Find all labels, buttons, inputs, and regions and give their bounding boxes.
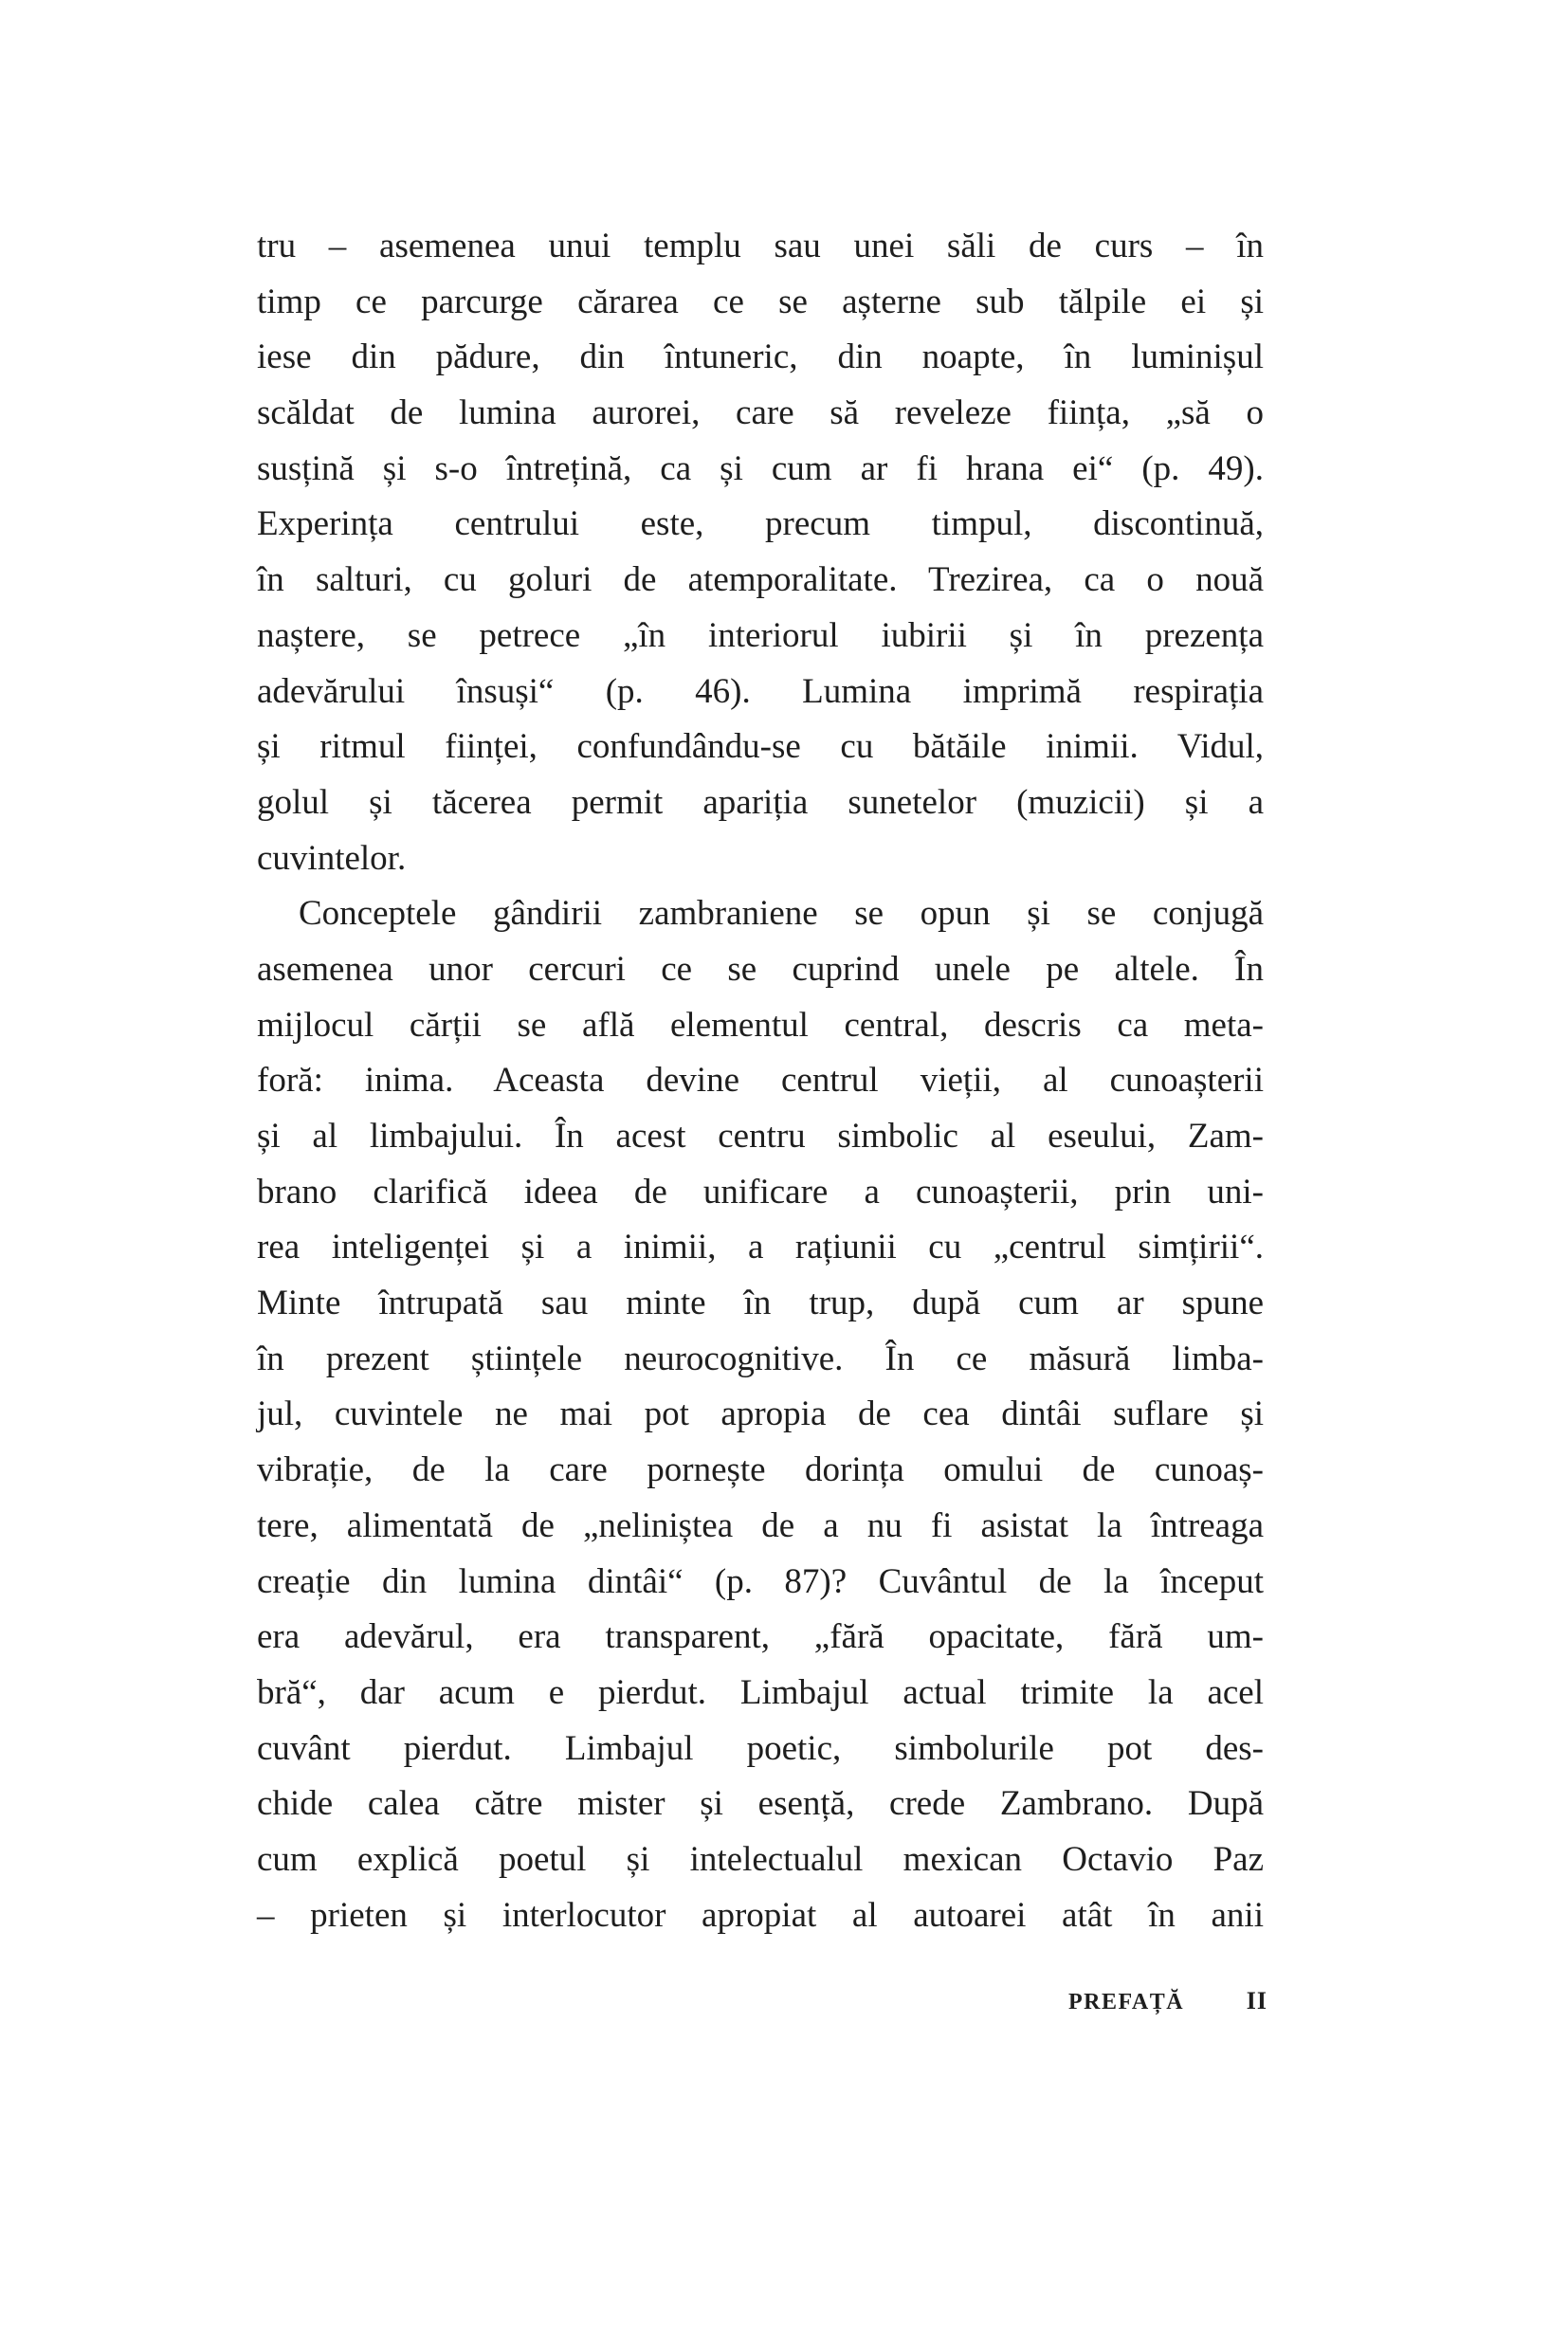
text-line: Conceptele gândirii zambraniene se opun și se conjugă: [299, 894, 1264, 934]
text-line: în prezent științele neurocognitive. În ce măsură limba-: [257, 1339, 1264, 1378]
text-line: vibrație, de la care pornește dorința omului de cunoaș-: [257, 1450, 1264, 1490]
text-line: timp ce parcurge cărarea ce se așterne sub tălpile ei și: [257, 282, 1264, 321]
text-line: și ritmul ființei, confundându-se cu bătăile inimii. Vidul,: [257, 727, 1264, 767]
text-line: tere, alimentată de „neliniștea de a nu fi asistat la întreaga: [257, 1505, 1264, 1545]
running-head: PREFAȚĂ: [1068, 1990, 1185, 2014]
text-line: iese din pădure, din întuneric, din noapte, în luminișul: [257, 337, 1264, 377]
text-line: foră: inima. Aceasta devine centrul vieții, al cunoașterii: [257, 1061, 1264, 1101]
text-line: cuvintelor.: [257, 838, 407, 878]
paragraph: [257, 219, 1264, 886]
text-line: jul, cuvintele ne mai pot apropia de cea dintâi suflare și: [257, 1394, 1264, 1434]
text-line: și al limbajului. În acest centru simbolic al eseului, Zam-: [257, 1117, 1264, 1156]
text-line: cuvânt pierdut. Limbajul poetic, simbolurile pot des-: [257, 1728, 1264, 1768]
body-text: [257, 219, 1264, 1943]
text-line: golul și tăcerea permit apariția sunetelor (muzicii) și a: [257, 782, 1264, 822]
text-line: bră“, dar acum e pierdut. Limbajul actual trimite la acel: [257, 1672, 1264, 1712]
text-line: naștere, se petrece „în interiorul iubirii și în prezența: [257, 615, 1264, 655]
page-number: II: [1246, 1987, 1267, 2014]
text-line: rea inteligenței și a inimii, a rațiunii cu „centrul simțirii“.: [257, 1228, 1264, 1267]
text-line: cum explică poetul și intelectualul mexican Octavio Paz: [257, 1839, 1264, 1879]
page-footer: [1068, 1987, 1267, 2015]
text-line: tru – asemenea unui templu sau unei săli de curs – în: [257, 227, 1264, 265]
text-line: susțină și s-o întrețină, ca și cum ar fi hrana ei“ (p. 49).: [257, 448, 1264, 488]
paragraph: [257, 886, 1264, 1943]
text-line: asemenea unor cercuri ce se cuprind unele pe altele. În: [257, 949, 1264, 989]
text-line: chide calea către mister și esență, crede Zambrano. După: [257, 1784, 1264, 1824]
text-line: în salturi, cu goluri de atemporalitate. Trezirea, ca o nouă: [257, 560, 1264, 600]
text-line: Minte întrupată sau minte în trup, după cum ar spune: [257, 1284, 1264, 1323]
text-line: mijlocul cărții se află elementul central, descris ca meta-: [257, 1005, 1264, 1045]
text-line: creație din lumina dintâi“ (p. 87)? Cuvântul de la început: [257, 1561, 1264, 1601]
text-line: Experința centrului este, precum timpul, discontinuă,: [257, 504, 1264, 544]
text-line: – prieten și interlocutor apropiat al autoarei atât în anii: [257, 1895, 1264, 1935]
text-line: era adevărul, era transparent, „fără opacitate, fără um-: [257, 1617, 1264, 1657]
text-line: brano clarifică ideea de unificare a cunoașterii, prin uni-: [257, 1172, 1264, 1212]
text-line: scăldat de lumina aurorei, care să reveleze ființa, „să o: [257, 393, 1264, 433]
text-line: adevărului însuși“ (p. 46). Lumina imprimă respirația: [257, 671, 1264, 711]
